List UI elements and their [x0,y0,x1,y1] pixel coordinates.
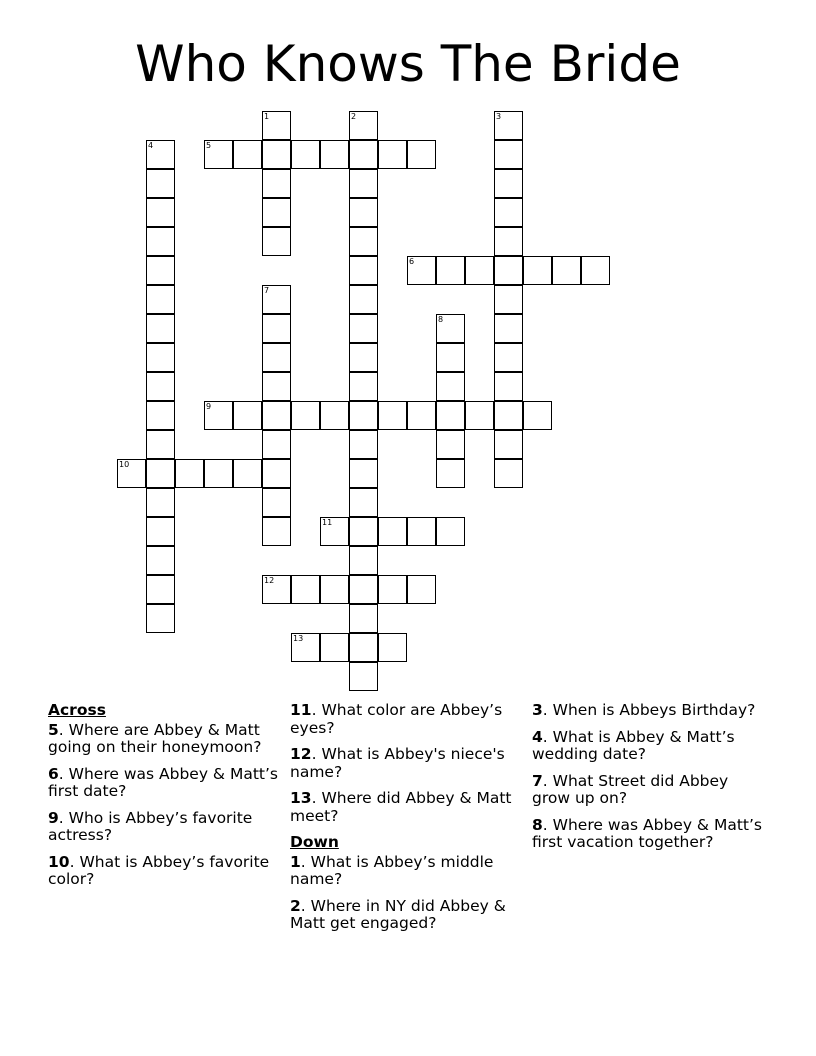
cell-number: 2 [351,112,357,121]
grid-cell[interactable] [146,372,175,401]
grid-cell[interactable] [436,372,465,401]
grid-cell[interactable] [262,459,291,488]
grid-cell[interactable] [494,256,523,285]
grid-cell[interactable] [349,343,378,372]
grid-cell[interactable] [349,546,378,575]
grid-cell[interactable] [262,430,291,459]
clue-across-10: 10. What is Abbey’s favorite color? [48,852,270,888]
grid-cell[interactable] [378,633,407,662]
clue-number: 4 [532,727,543,746]
clue-text: Where in NY did Abbey & Matt get engaged? [290,896,506,932]
clue-number: 10 [48,852,70,871]
clue-text: Where did Abbey & Matt meet? [290,789,512,825]
grid-cell[interactable] [407,140,436,169]
clue-column-1 [48,702,284,898]
grid-cell[interactable] [262,401,291,430]
clue-text: Where are Abbey & Matt going on their honeymoon? [48,720,262,756]
cell-number: 10 [119,460,130,469]
grid-cell[interactable] [146,517,175,546]
cell-number: 4 [148,141,154,150]
grid-cell[interactable] [494,372,523,401]
grid-cell[interactable] [262,488,291,517]
grid-cell[interactable] [378,401,407,430]
grid-cell[interactable] [262,517,291,546]
grid-cell[interactable] [146,430,175,459]
grid-cell[interactable] [262,314,291,343]
grid-cell[interactable] [494,314,523,343]
grid-cell[interactable] [436,256,465,285]
grid-cell[interactable] [523,401,552,430]
down-heading: Down [290,833,339,851]
grid-cell[interactable] [146,169,175,198]
grid-cell[interactable] [146,488,175,517]
clue-down-4: 4. What is Abbey & Matt’s wedding date? [532,727,735,763]
clue-text: When is Abbeys Birthday? [552,701,756,719]
grid-cell[interactable] [436,430,465,459]
grid-cell[interactable] [349,140,378,169]
grid-cell[interactable] [349,169,378,198]
cell-number: 13 [293,634,304,643]
cell-number: 5 [206,141,212,150]
grid-cell[interactable] [146,256,175,285]
clue-number: 6 [48,764,59,783]
grid-cell[interactable] [262,343,291,372]
grid-cell[interactable] [349,459,378,488]
grid-cell[interactable] [494,401,523,430]
grid-cell[interactable] [494,285,523,314]
grid-cell[interactable] [436,343,465,372]
clue-text: What color are Abbey’s eyes? [290,701,503,737]
clue-number: 5 [48,720,59,739]
grid-cell[interactable] [146,285,175,314]
clue-down-2: 2. Where in NY did Abbey & Matt get engaged? [290,896,506,932]
grid-cell[interactable] [349,256,378,285]
grid-cell[interactable] [465,256,494,285]
clue-across-11: 11. What color are Abbey’s eyes? [290,701,503,737]
clue-text: Who is Abbey’s favorite actress? [48,808,253,844]
grid-cell[interactable] [262,227,291,256]
grid-cell[interactable] [407,575,436,604]
clue-across-12: 12. What is Abbey's niece's name? [290,745,505,781]
grid-cell[interactable] [494,459,523,488]
clue-down-3: 3. When is Abbeys Birthday? [532,701,756,719]
grid-cell[interactable] [233,401,262,430]
clue-text: What is Abbey’s middle name? [290,852,494,888]
grid-cell[interactable] [349,633,378,662]
clue-across-13: 13. Where did Abbey & Matt meet? [290,789,512,825]
grid-cell[interactable] [494,227,523,256]
grid-cell[interactable] [262,198,291,227]
clue-number: 9 [48,808,59,827]
grid-cell[interactable] [349,488,378,517]
grid-cell[interactable] [349,575,378,604]
grid-cell[interactable] [581,256,610,285]
grid-cell[interactable] [494,140,523,169]
grid-cell[interactable] [494,430,523,459]
grid-cell[interactable] [349,314,378,343]
grid-cell[interactable] [204,459,233,488]
cell-number: 1 [264,112,270,121]
grid-cell[interactable] [146,343,175,372]
grid-cell[interactable] [146,198,175,227]
cell-number: 7 [264,286,270,295]
grid-cell[interactable] [494,343,523,372]
clue-text: What is Abbey’s favorite color? [48,852,270,888]
grid-cell[interactable] [407,401,436,430]
puzzle-title: Who Knows The Bride [135,35,681,93]
grid-cell[interactable] [349,372,378,401]
clue-text: Where was Abbey & Matt’s first date? [48,764,278,800]
grid-cell[interactable] [436,517,465,546]
clue-number: 3 [532,701,543,719]
grid-cell[interactable] [262,169,291,198]
cell-number: 6 [409,257,415,266]
cell-number: 9 [206,402,212,411]
clue-number: 2 [290,896,301,915]
grid-cell[interactable] [378,575,407,604]
grid-cell[interactable] [146,314,175,343]
grid-cell[interactable] [146,604,175,633]
grid-cell[interactable] [320,140,349,169]
cell-number: 12 [264,576,275,585]
grid-cell[interactable] [436,459,465,488]
grid-cell[interactable] [320,575,349,604]
clue-across-9: 9. Who is Abbey’s favorite actress? [48,808,253,844]
clue-across-6: 6. Where was Abbey & Matt’s first date? [48,764,278,800]
clue-number: 7 [532,771,543,790]
grid-cell[interactable] [349,401,378,430]
clue-column-3 [532,702,768,861]
grid-cell[interactable] [349,285,378,314]
grid-cell[interactable] [175,459,204,488]
grid-cell[interactable] [436,401,465,430]
clue-number: 12 [290,745,312,763]
grid-cell[interactable] [291,401,320,430]
clue-text: Where was Abbey & Matt’s first vacation together? [532,815,762,851]
clue-text: What Street did Abbey grow up on? [532,771,729,807]
clue-down-1: 1. What is Abbey’s middle name? [290,852,494,888]
grid-cell[interactable] [552,256,581,285]
clue-text: What is Abbey's niece's name? [290,745,505,781]
grid-cell[interactable] [146,575,175,604]
grid-cell[interactable] [146,401,175,430]
clue-column-2 [290,702,526,942]
clue-number: 1 [290,852,301,871]
grid-cell[interactable] [146,546,175,575]
grid-cell[interactable] [407,517,436,546]
clue-down-7: 7. What Street did Abbey grow up on? [532,771,729,807]
grid-cell[interactable] [262,372,291,401]
grid-cell[interactable] [146,459,175,488]
grid-cell[interactable] [349,198,378,227]
grid-cell[interactable] [146,227,175,256]
grid-cell[interactable] [291,575,320,604]
grid-cell[interactable] [349,227,378,256]
grid-cell[interactable] [378,517,407,546]
grid-cell[interactable] [262,140,291,169]
grid-cell[interactable] [494,198,523,227]
grid-cell[interactable] [378,140,407,169]
clue-number: 11 [290,701,312,719]
clue-text: What is Abbey & Matt’s wedding date? [532,727,735,763]
across-heading: Across [48,701,106,719]
grid-cell[interactable] [494,169,523,198]
grid-cell[interactable] [349,517,378,546]
grid-cell[interactable] [320,401,349,430]
cell-number: 8 [438,315,444,324]
grid-cell[interactable] [291,140,320,169]
cell-number: 3 [496,112,502,121]
grid-cell[interactable] [320,633,349,662]
cell-number: 11 [322,518,333,527]
grid-cell[interactable] [523,256,552,285]
grid-cell[interactable] [233,459,262,488]
grid-cell[interactable] [465,401,494,430]
clue-across-5: 5. Where are Abbey & Matt going on their honeymoon? [48,720,262,756]
grid-cell[interactable] [349,662,378,691]
grid-cell[interactable] [349,430,378,459]
grid-cell[interactable] [349,604,378,633]
clue-number: 8 [532,815,543,834]
grid-cell[interactable] [233,140,262,169]
clue-down-8: 8. Where was Abbey & Matt’s first vacation together? [532,815,762,851]
clue-number: 13 [290,789,312,807]
